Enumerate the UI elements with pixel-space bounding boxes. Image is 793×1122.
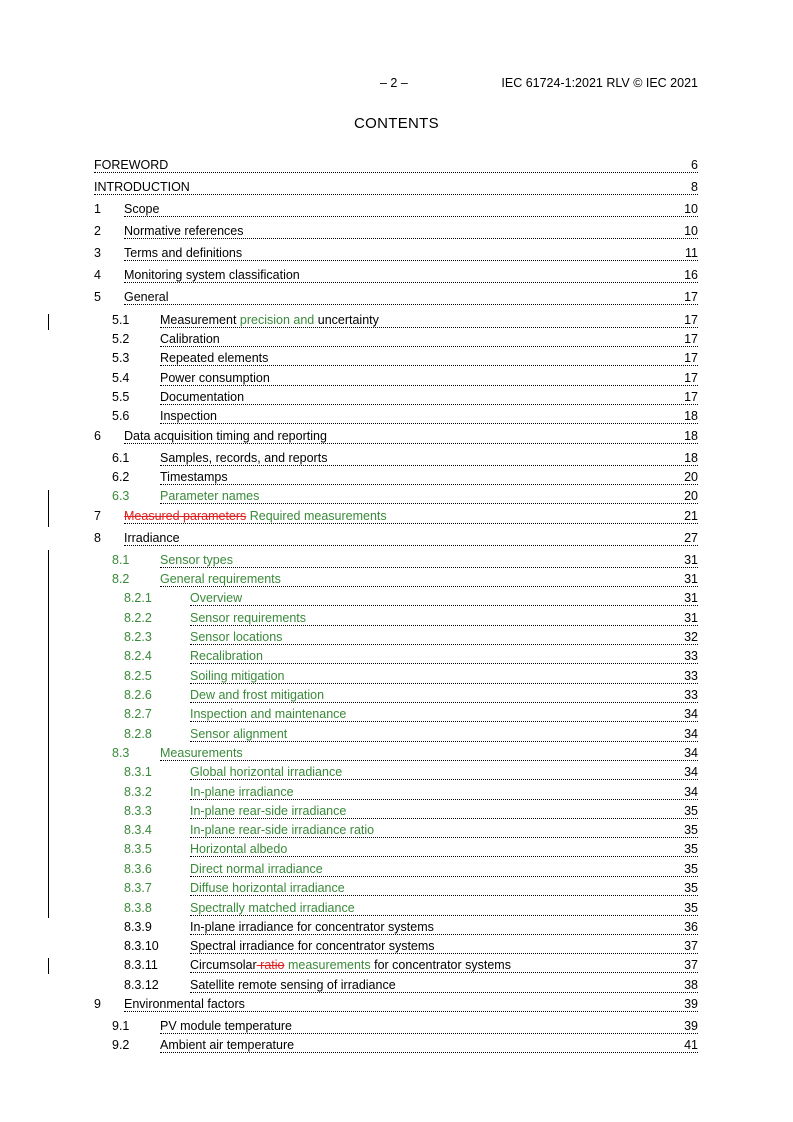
- change-bar: [48, 490, 49, 527]
- toc-entry[interactable]: [112, 313, 698, 331]
- dot-leader: [190, 779, 698, 780]
- toc-page-number: 33: [684, 688, 698, 702]
- dot-leader: [190, 895, 698, 896]
- inserted-text: In-plane irradiance: [190, 785, 294, 799]
- toc-number: 6.1: [112, 451, 130, 465]
- toc-page-number: 33: [684, 649, 698, 663]
- toc-text: Measurement: [160, 313, 240, 327]
- toc-title: [190, 978, 397, 992]
- toc-entry[interactable]: [94, 268, 698, 286]
- dot-leader: [190, 876, 698, 877]
- inserted-text: Sensor requirements: [190, 611, 307, 625]
- toc-page-number: 34: [684, 727, 698, 741]
- toc-page-number: 20: [684, 489, 698, 503]
- inserted-text: Inspection and maintenance: [190, 707, 347, 721]
- toc-page-number: 36: [684, 920, 698, 934]
- dot-leader: [190, 721, 698, 722]
- dot-leader: [160, 1033, 698, 1034]
- toc-number: 4: [94, 268, 101, 282]
- toc-title: [190, 901, 356, 915]
- toc-number: 8.2: [112, 572, 130, 586]
- toc-title: [124, 268, 301, 282]
- toc-title: [160, 553, 234, 567]
- toc-entry[interactable]: [124, 958, 698, 976]
- inserted-text: Direct normal irradiance: [190, 862, 323, 876]
- dot-leader: [160, 484, 698, 485]
- inserted-text: Spectrally matched irradiance: [190, 901, 355, 915]
- toc-entry[interactable]: [124, 707, 698, 725]
- toc-number: 6.3: [112, 489, 130, 503]
- inserted-text: Dew and frost mitigation: [190, 688, 325, 702]
- toc-page-number: 18: [684, 409, 698, 423]
- toc-page-number: 31: [684, 572, 698, 586]
- toc-number: 8.2.8: [124, 727, 152, 741]
- toc-page-number: 34: [684, 746, 698, 760]
- toc-number: 8.2.4: [124, 649, 152, 663]
- toc-text: Normative references: [124, 224, 244, 238]
- toc-text: Terms and definitions: [124, 246, 243, 260]
- toc-number: 7: [94, 509, 101, 523]
- toc-text: Circumsolar: [190, 958, 257, 972]
- toc-text: Data acquisition timing and reporting: [124, 429, 327, 443]
- toc-entry[interactable]: [94, 290, 698, 308]
- toc-page-number: 39: [684, 997, 698, 1011]
- dot-leader: [190, 972, 698, 973]
- toc-title: [160, 409, 218, 423]
- toc-number: 6: [94, 429, 101, 443]
- toc-text: In-plane irradiance for concentrator systems: [190, 920, 434, 934]
- toc-entry[interactable]: [94, 224, 698, 242]
- toc-title: [124, 429, 328, 443]
- inserted-text: Required measurements: [246, 509, 387, 523]
- toc-number: 8: [94, 531, 101, 545]
- toc-number: 8.1: [112, 553, 130, 567]
- toc-page-number: 18: [684, 429, 698, 443]
- toc-text: Irradiance: [124, 531, 180, 545]
- toc-entry[interactable]: [124, 591, 698, 609]
- toc-text: Power consumption: [160, 371, 270, 385]
- inserted-text: General requirements: [160, 572, 281, 586]
- dot-leader: [190, 644, 698, 645]
- toc-entry[interactable]: [112, 572, 698, 590]
- toc-title: [94, 158, 169, 172]
- dot-leader: [94, 194, 698, 195]
- toc-title: [160, 451, 328, 465]
- toc-entry[interactable]: [124, 649, 698, 667]
- inserted-text: Sensor types: [160, 553, 233, 567]
- dot-leader: [190, 663, 698, 664]
- toc-entry[interactable]: [124, 727, 698, 745]
- inserted-text: In-plane rear-side irradiance: [190, 804, 347, 818]
- toc-title: [124, 246, 243, 260]
- toc-entry[interactable]: [124, 630, 698, 648]
- toc-page-number: 17: [684, 371, 698, 385]
- toc-page-number: 17: [684, 332, 698, 346]
- toc-title: [190, 669, 286, 683]
- inserted-text: Horizontal albedo: [190, 842, 288, 856]
- toc-title: [190, 804, 347, 818]
- dot-leader: [190, 856, 698, 857]
- toc-title: [124, 224, 245, 238]
- toc-number: 8.3.9: [124, 920, 152, 934]
- toc-page-number: 17: [684, 313, 698, 327]
- toc-entry[interactable]: [112, 1019, 698, 1037]
- toc-page-number: 37: [684, 939, 698, 953]
- dot-leader: [160, 503, 698, 504]
- toc-entry[interactable]: [112, 553, 698, 571]
- deleted-text: Measured parameters: [124, 509, 247, 523]
- document-id: IEC 61724-1:2021 RLV © IEC 2021: [501, 76, 698, 90]
- toc-page-number: 17: [684, 290, 698, 304]
- inserted-text: measurements: [284, 958, 371, 972]
- toc-page-number: 18: [684, 451, 698, 465]
- toc-entry[interactable]: [124, 978, 698, 996]
- toc-title: [190, 707, 347, 721]
- toc-number: 8.3.10: [124, 939, 159, 953]
- page-title: CONTENTS: [354, 115, 439, 132]
- toc-page-number: 41: [684, 1038, 698, 1052]
- toc-number: 8.3.11: [124, 958, 158, 972]
- toc-page-number: 11: [685, 246, 698, 260]
- toc-number: 8.2.2: [124, 611, 152, 625]
- dot-leader: [124, 443, 698, 444]
- toc-text: Scope: [124, 202, 160, 216]
- dot-leader: [190, 741, 698, 742]
- toc-entry[interactable]: [124, 901, 698, 919]
- toc-number: 8.3.6: [124, 862, 152, 876]
- toc-title: [190, 630, 283, 644]
- toc-text: Satellite remote sensing of irradiance: [190, 978, 396, 992]
- dot-leader: [190, 837, 698, 838]
- dot-leader: [160, 365, 698, 366]
- toc-entry[interactable]: [112, 746, 698, 764]
- toc-title: [160, 1038, 295, 1052]
- toc-entry[interactable]: [94, 158, 698, 176]
- toc-number: 5.5: [112, 390, 130, 404]
- dot-leader: [160, 465, 698, 466]
- inserted-text: Soiling mitigation: [190, 669, 285, 683]
- toc-number: 5.6: [112, 409, 130, 423]
- toc-page-number: 35: [684, 881, 698, 895]
- toc-page-number: 17: [684, 351, 698, 365]
- toc-entry[interactable]: [124, 862, 698, 880]
- dot-leader: [124, 304, 698, 305]
- toc-page-number: 20: [684, 470, 698, 484]
- toc-entry[interactable]: [124, 765, 698, 783]
- toc-text: for concentrator systems: [370, 958, 511, 972]
- toc-page-number: 8: [691, 180, 698, 194]
- toc-page-number: 27: [684, 531, 698, 545]
- inserted-text: Global horizontal irradiance: [190, 765, 343, 779]
- toc-entry[interactable]: [94, 997, 698, 1015]
- toc-page-number: 39: [684, 1019, 698, 1033]
- dot-leader: [160, 346, 698, 347]
- toc-entry[interactable]: [124, 939, 698, 957]
- toc-number: 5.3: [112, 351, 130, 365]
- dot-leader: [190, 799, 698, 800]
- toc-number: 5.2: [112, 332, 130, 346]
- toc-page-number: 35: [684, 823, 698, 837]
- dot-leader: [124, 1011, 698, 1012]
- toc-entry[interactable]: [112, 451, 698, 469]
- toc-entry[interactable]: [112, 332, 698, 350]
- toc-number: 8.3.12: [124, 978, 159, 992]
- toc-title: [160, 371, 271, 385]
- toc-entry[interactable]: [94, 531, 698, 549]
- toc-page-number: 21: [684, 509, 698, 523]
- toc-number: 9.1: [112, 1019, 130, 1033]
- inserted-text: Sensor locations: [190, 630, 283, 644]
- toc-title: [124, 202, 160, 216]
- toc-page-number: 10: [684, 224, 698, 238]
- deleted-text: ratio: [256, 958, 285, 972]
- toc-number: 8.3: [112, 746, 130, 760]
- inserted-text: Recalibration: [190, 649, 263, 663]
- toc-number: 5: [94, 290, 101, 304]
- inserted-text: Sensor alignment: [190, 727, 288, 741]
- dot-leader: [190, 915, 698, 916]
- dot-leader: [190, 934, 698, 935]
- toc-page-number: 33: [684, 669, 698, 683]
- dot-leader: [124, 216, 698, 217]
- toc-title: [190, 591, 243, 605]
- dot-leader: [160, 404, 698, 405]
- toc-number: 8.3.2: [124, 785, 152, 799]
- toc-title: [124, 531, 181, 545]
- dot-leader: [124, 545, 698, 546]
- toc-title: [124, 997, 246, 1011]
- toc-title: [190, 823, 375, 837]
- toc-entry[interactable]: [112, 489, 698, 507]
- toc-number: 8.3.1: [124, 765, 152, 779]
- toc-title: [190, 881, 346, 895]
- toc-text: Spectral irradiance for concentrator systems: [190, 939, 435, 953]
- toc-entry[interactable]: [124, 688, 698, 706]
- toc-title: [190, 611, 307, 625]
- toc-title: [160, 746, 244, 760]
- dot-leader: [160, 1052, 698, 1053]
- toc-title: [160, 313, 380, 327]
- toc-number: 5.1: [112, 313, 130, 327]
- toc-title: [190, 765, 343, 779]
- toc-page-number: 34: [684, 765, 698, 779]
- inserted-text: precision and: [239, 313, 315, 327]
- toc-title: [190, 649, 264, 663]
- toc-page-number: 17: [684, 390, 698, 404]
- toc-title: [190, 958, 512, 972]
- toc-number: 1: [94, 202, 101, 216]
- dot-leader: [124, 238, 698, 239]
- toc-entry[interactable]: [124, 669, 698, 687]
- toc-number: 3: [94, 246, 101, 260]
- toc-number: 5.4: [112, 371, 130, 385]
- dot-leader: [190, 605, 698, 606]
- toc-title: [190, 688, 325, 702]
- inserted-text: Diffuse horizontal irradiance: [190, 881, 345, 895]
- toc-entry[interactable]: [112, 470, 698, 488]
- toc-page-number: 31: [684, 553, 698, 567]
- toc-text: PV module temperature: [160, 1019, 293, 1033]
- change-bar: [48, 550, 49, 918]
- dot-leader: [190, 625, 698, 626]
- toc-number: 2: [94, 224, 101, 238]
- change-bar: [48, 314, 49, 330]
- toc-entry[interactable]: [94, 180, 698, 198]
- toc-title: [160, 351, 269, 365]
- toc-text: Environmental factors: [124, 997, 245, 1011]
- toc-entry[interactable]: [112, 409, 698, 427]
- toc-page-number: 31: [684, 611, 698, 625]
- toc-title: [124, 509, 388, 523]
- dot-leader: [124, 282, 698, 283]
- toc-number: 8.3.3: [124, 804, 152, 818]
- toc-entry[interactable]: [124, 823, 698, 841]
- toc-text: Samples, records, and reports: [160, 451, 328, 465]
- toc-title: [124, 290, 169, 304]
- toc-text: Timestamps: [160, 470, 228, 484]
- toc-text: Documentation: [160, 390, 245, 404]
- toc-entry[interactable]: [94, 246, 698, 264]
- toc-page-number: 37: [684, 958, 698, 972]
- toc-text: Calibration: [160, 332, 220, 346]
- toc-entry[interactable]: [124, 881, 698, 899]
- toc-title: [190, 842, 288, 856]
- toc-entry[interactable]: [124, 842, 698, 860]
- toc-entry[interactable]: [112, 390, 698, 408]
- toc-title: [160, 470, 229, 484]
- toc-entry[interactable]: [112, 351, 698, 369]
- toc-number: 8.2.6: [124, 688, 152, 702]
- toc-entry[interactable]: [124, 785, 698, 803]
- toc-page-number: 35: [684, 901, 698, 915]
- toc-entry[interactable]: [112, 1038, 698, 1056]
- toc-page-number: 35: [684, 862, 698, 876]
- dot-leader: [124, 523, 698, 524]
- toc-text: Repeated elements: [160, 351, 269, 365]
- dot-leader: [160, 327, 698, 328]
- toc-title: [190, 727, 288, 741]
- toc-number: 9: [94, 997, 101, 1011]
- toc-entry[interactable]: [124, 804, 698, 822]
- toc-entry[interactable]: [124, 611, 698, 629]
- toc-entry[interactable]: [94, 202, 698, 220]
- toc-text: Ambient air temperature: [160, 1038, 295, 1052]
- toc-page-number: 10: [684, 202, 698, 216]
- toc-number: 8.3.4: [124, 823, 152, 837]
- toc-number: 8.3.8: [124, 901, 152, 915]
- toc-page-number: 31: [684, 591, 698, 605]
- toc-title: [160, 390, 245, 404]
- toc-page-number: 16: [684, 268, 698, 282]
- toc-number: 8.2.3: [124, 630, 152, 644]
- dot-leader: [160, 567, 698, 568]
- inserted-text: In-plane rear-side irradiance ratio: [190, 823, 375, 837]
- inserted-text: Parameter names: [160, 489, 260, 503]
- toc-title: [160, 572, 282, 586]
- toc-text: FOREWORD: [94, 158, 169, 172]
- toc-number: 9.2: [112, 1038, 130, 1052]
- toc-text: uncertainty: [314, 313, 379, 327]
- toc-text: Monitoring system classification: [124, 268, 300, 282]
- toc-title: [190, 920, 435, 934]
- toc-title: [160, 1019, 293, 1033]
- toc-page-number: 35: [684, 804, 698, 818]
- dot-leader: [190, 818, 698, 819]
- dot-leader: [190, 992, 698, 993]
- toc-entry[interactable]: [94, 509, 698, 527]
- toc-title: [160, 332, 221, 346]
- toc-number: 6.2: [112, 470, 130, 484]
- toc-text: Inspection: [160, 409, 217, 423]
- toc-title: [190, 862, 324, 876]
- toc-title: [190, 785, 295, 799]
- dot-leader: [160, 423, 698, 424]
- dot-leader: [190, 953, 698, 954]
- toc-number: 8.2.5: [124, 669, 152, 683]
- toc-number: 8.2.1: [124, 591, 152, 605]
- toc-page-number: 38: [684, 978, 698, 992]
- toc-title: [94, 180, 191, 194]
- inserted-text: Overview: [190, 591, 243, 605]
- toc-number: 8.3.5: [124, 842, 152, 856]
- toc-text: General: [124, 290, 169, 304]
- toc-entry[interactable]: [124, 920, 698, 938]
- dot-leader: [190, 683, 698, 684]
- change-bar: [48, 958, 49, 974]
- toc-title: [160, 489, 260, 503]
- toc-page-number: 6: [691, 158, 698, 172]
- toc-entry[interactable]: [112, 371, 698, 389]
- dot-leader: [160, 385, 698, 386]
- toc-title: [190, 939, 436, 953]
- toc-page-number: 35: [684, 842, 698, 856]
- dot-leader: [160, 586, 698, 587]
- toc-page-number: 32: [684, 630, 698, 644]
- toc-page-number: 34: [684, 785, 698, 799]
- toc-number: 8.3.7: [124, 881, 152, 895]
- toc-text: INTRODUCTION: [94, 180, 190, 194]
- dot-leader: [94, 172, 698, 173]
- toc-number: 8.2.7: [124, 707, 152, 721]
- dot-leader: [190, 702, 698, 703]
- toc-page-number: 34: [684, 707, 698, 721]
- toc-entry[interactable]: [94, 429, 698, 447]
- dot-leader: [160, 760, 698, 761]
- page-number: – 2 –: [380, 76, 408, 90]
- inserted-text: Measurements: [160, 746, 243, 760]
- dot-leader: [124, 260, 698, 261]
